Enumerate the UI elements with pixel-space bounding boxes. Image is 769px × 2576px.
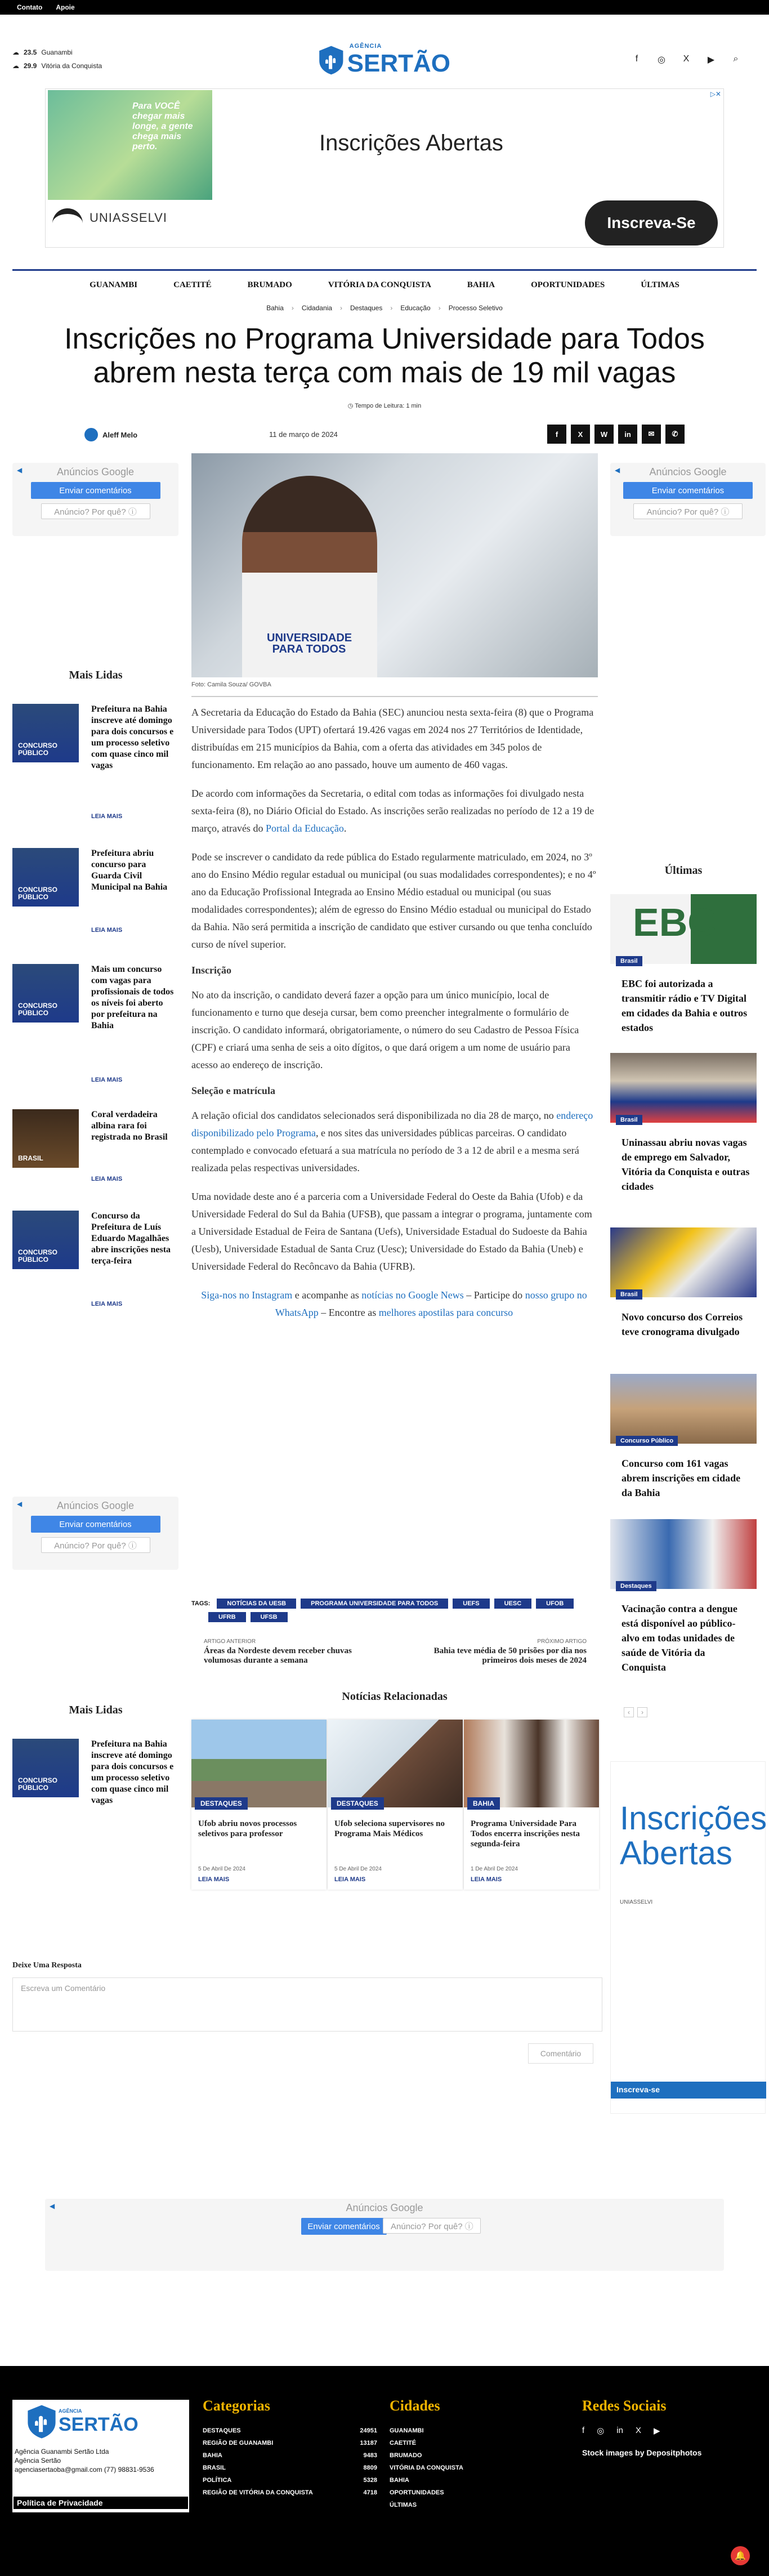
facebook-icon[interactable]: f — [635, 54, 638, 64]
prev-page-icon[interactable]: ‹ — [624, 1707, 634, 1717]
author-bar — [84, 423, 685, 446]
next-label: PRÓXIMO ARTIGO — [537, 1639, 587, 1645]
nav-oportunidades[interactable]: OPORTUNIDADES — [531, 280, 605, 289]
tag[interactable]: NOTÍCIAS DA UESB — [217, 1599, 296, 1609]
latest-badge[interactable]: Brasil — [616, 956, 642, 966]
nav-brumado[interactable]: BRUMADO — [247, 280, 292, 289]
main-nav — [12, 269, 757, 300]
latest-item[interactable] — [610, 894, 757, 1046]
most-read-item[interactable] — [12, 1211, 179, 1312]
ad-close-icon[interactable]: ▷✕ — [710, 90, 721, 98]
footer — [0, 2366, 769, 2576]
ad-arrow-icon[interactable]: ◀ — [17, 1500, 23, 1508]
crumb-educacao[interactable]: Educação — [400, 304, 431, 312]
categories-title: Categorias — [203, 2398, 270, 2414]
ad-arrow-icon[interactable]: ◀ — [615, 466, 620, 474]
latest-title-text[interactable]: Uninassau abriu novas vagas de emprego em Salvador, Vitória da Conquista e outras cidades — [622, 1137, 750, 1192]
most-read-item[interactable] — [12, 964, 179, 1088]
most-read-item[interactable] — [12, 1739, 179, 1818]
related-image — [464, 1720, 599, 1807]
google-ad-left — [12, 463, 178, 536]
crumb-processo[interactable]: Processo Seletivo — [448, 304, 503, 312]
share-linkedin-icon[interactable]: in — [618, 425, 637, 444]
related-card[interactable] — [464, 1720, 599, 1890]
crumb-cidadania[interactable]: Cidadania — [301, 304, 332, 312]
footer-logo[interactable]: AGÊNCIA SERTÃO — [27, 2404, 138, 2439]
latest-item[interactable] — [610, 1519, 757, 1705]
comment-submit-button[interactable]: Comentário — [528, 2043, 593, 2064]
site-logo[interactable] — [319, 35, 450, 86]
whatsapp-link[interactable]: nosso grupo no WhatsApp — [275, 1289, 587, 1318]
category-row[interactable]: REGIÃO DE GUANAMBI 13187 — [203, 2440, 377, 2446]
google-news-link[interactable]: notícias no Google News — [361, 1289, 464, 1301]
cities-title: Cidades — [390, 2398, 440, 2414]
linkedin-icon[interactable]: in — [616, 2426, 623, 2435]
contato-link[interactable]: Contato — [17, 3, 43, 11]
instagram-link[interactable]: Siga-nos no Instagram — [201, 1289, 293, 1301]
related-badge[interactable]: DESTAQUES — [195, 1797, 248, 1810]
google-ad-right — [610, 463, 766, 536]
related-title: Notícias Relacionadas — [342, 1690, 448, 1703]
ad-why-button[interactable]: Anúncio? Por quê? ⓘ — [633, 503, 743, 519]
youtube-icon[interactable]: ▶ — [653, 2426, 660, 2436]
latest-image — [610, 1374, 757, 1444]
tags — [191, 1599, 598, 1622]
latest-badge[interactable]: Brasil — [616, 1115, 642, 1125]
latest-item[interactable] — [610, 1374, 757, 1509]
social-title: Redes Sociais — [582, 2398, 667, 2414]
paragraph: No ato da inscrição, o candidato deverá fazer a opção para um único município, local de funcionamento e turno que deseja cursar, bem como preencher integralmente o formulário de inscrição. O candidato informará, obrigatoriamente, o número do seu Cadastro de Pessoa Física (CPF) e criará uma senha de seis a oito dígitos, o que dará origem a um nome de usuário para acesso ao endereço de inscrição. — [191, 989, 579, 1070]
most-read-item[interactable] — [12, 1109, 179, 1188]
latest-item[interactable] — [610, 1227, 757, 1363]
tag[interactable]: UFOB — [536, 1599, 574, 1609]
tag[interactable]: PROGRAMA UNIVERSIDADE PARA TODOS — [301, 1599, 448, 1609]
related-title-text[interactable]: Programa Universidade Para Todos encerra inscrições nesta segunda-feira — [471, 1819, 580, 1849]
latest-image — [610, 1053, 757, 1123]
ad-right-cta[interactable]: Inscreva-se — [611, 2082, 766, 2099]
nav-caetite[interactable]: CAETITÉ — [173, 280, 212, 289]
read-more-link[interactable]: LEIA MAIS — [334, 1876, 366, 1883]
prev-next-nav — [204, 1639, 587, 1670]
ad-headline: Inscrições Abertas — [319, 131, 503, 155]
ad-why-button[interactable]: Anúncio? Por quê? ⓘ — [383, 2218, 481, 2234]
ad-feedback-button[interactable]: Enviar comentários — [31, 1516, 160, 1533]
comment-input[interactable]: Escreva um Comentário — [12, 1977, 602, 2032]
city-link[interactable]: CAETITÉ — [390, 2440, 417, 2446]
latest-title-text[interactable]: Concurso com 161 vagas abrem inscrições em cidade da Bahia — [622, 1458, 741, 1498]
ad-label: Anúncios Google — [56, 1500, 135, 1511]
uniasselvi-logo-icon — [52, 208, 83, 231]
footer-cities — [390, 2398, 564, 2511]
latest-image — [610, 1519, 757, 1589]
ad-right-brand: UNIASSELVI — [620, 1899, 653, 1905]
notification-bell-icon[interactable]: 🔔 — [731, 2546, 750, 2565]
read-more-link[interactable]: LEIA MAIS — [91, 927, 123, 934]
breadcrumb: Bahia › Cidadania › Destaques › Educação › Processo Seletivo — [0, 304, 769, 315]
next-article-link[interactable]: Bahia teve média de 50 prisões por dia nos primeiros dois meses de 2024 — [433, 1646, 587, 1665]
latest-item[interactable] — [610, 1053, 757, 1222]
ad-photo — [48, 90, 212, 200]
search-icon[interactable]: ⌕ — [733, 54, 739, 64]
share-whatsapp-icon[interactable]: W — [594, 425, 614, 444]
related-badge[interactable]: BAHIA — [467, 1797, 500, 1810]
tags-label: TAGS: — [191, 1600, 211, 1607]
ad-right-banner[interactable] — [610, 1761, 766, 2114]
most-read-title-text[interactable]: Coral verdadeira albina rara foi registrada no Brasil — [91, 1110, 168, 1142]
google-ad-left-2 — [12, 1497, 178, 1570]
related-image — [328, 1720, 463, 1807]
publish-date: 11 de março de 2024 — [269, 430, 338, 439]
most-read-title-text[interactable]: Concurso da Prefeitura de Luís Eduardo Magalhães abre inscrições nesta terça-feira — [91, 1211, 171, 1266]
latest-pager — [624, 1707, 647, 1717]
paragraph: Uma novidade deste ano é a parceria com a Universidade Federal do Oeste da Bahia (Ufob) e da Universidade Federal do Sul da Bahia (UFSB), que passam a integrar o programa, juntamente com a Universidade Estadual de Feira de Santana (Uefs), Universidade Estadual do Sudoeste da Bahia (Uesb), Universidade Estadual de Santa Cruz (Uesc); Universidade do Estado da Bahia (Uneb) e Universidade Federal do Recôncavo da Bahia (UFRB). — [191, 1191, 592, 1272]
nav-vitoria[interactable]: VITÓRIA DA CONQUISTA — [328, 280, 431, 289]
latest-image: EBC — [610, 894, 757, 964]
most-read-item[interactable] — [12, 848, 179, 938]
ad-feedback-button[interactable]: Enviar comentários — [31, 482, 160, 499]
ad-arrow-icon[interactable]: ◀ — [50, 2202, 55, 2210]
related-card[interactable] — [328, 1720, 463, 1890]
ad-brand: UNIASSELVI — [90, 211, 167, 225]
cloud-icon: ☁ — [12, 48, 19, 56]
image-caption: Foto: Camila Souza/ GOVBA — [191, 681, 271, 688]
nav-ultimas[interactable]: ÚLTIMAS — [641, 280, 679, 289]
paragraph: A Secretaria da Educação do Estado da Bahia (SEC) anunciou nesta sexta-feira (8) que o Programa Universidade para Todos (UPT) ofertará 19.426 vagas em 2024 nos 27 Territórios de Identidade, distribuídas em 215 municípios da Bahia, com a oferta das atividades em 345 polos de funcionamento. Em relação ao ano passado, houve um aumento de 460 vagas. — [191, 707, 594, 770]
paragraph: Pode se inscrever o candidato da rede pública do Estado regularmente matriculado, em 2024, no 3º ano do Ensino Médio regular estadual ou municipal (ou suas modalidades correspondentes); e no 4º ano da Educação Profissional Integrada ao Ensino Médio estadual ou municipal (ou suas modalidades correspondentes); além de egresso do Ensino Médio estadual ou municipal do Estado da Bahia. Não será permitida a inscrição de candidato que estiver cursando ou que tenha concluído curso de nível superior. — [191, 851, 596, 950]
nav-guanambi[interactable]: GUANAMBI — [90, 280, 138, 289]
tag[interactable]: UFRB — [208, 1612, 246, 1622]
latest-title-text[interactable]: Vacinação contra a dengue está disponível ao público-alvo em todas unidades de saúde de Vitória da Conquista — [622, 1603, 737, 1673]
footer-company-info: Agência Guanambi Sertão Ltda Agência Sertão agenciasertaoba@gmail.com (77) 98831-9536 — [15, 2448, 154, 2474]
related-title-text[interactable]: Ufob seleciona supervisores no Programa Mais Médicos — [334, 1819, 445, 1838]
related-image — [191, 1720, 327, 1807]
clock-icon: ◷ — [347, 403, 355, 409]
related-date: 5 De Abril De 2024 — [198, 1866, 245, 1872]
most-read-thumb: CONCURSO PÚBLICO — [12, 848, 79, 907]
latest-badge[interactable]: Destaques — [616, 1581, 656, 1591]
next-page-icon[interactable]: › — [637, 1707, 647, 1717]
footer-logo-box — [12, 2400, 189, 2512]
category-row[interactable]: REGIÃO DE VITÓRIA DA CONQUISTA 4718 — [203, 2489, 377, 2496]
share-email-icon[interactable]: ✉ — [642, 425, 661, 444]
tag[interactable]: UESC — [494, 1599, 532, 1609]
most-read-item[interactable] — [12, 704, 179, 820]
ad-feedback-button[interactable]: Enviar comentários — [623, 482, 753, 499]
facebook-icon[interactable]: f — [582, 2426, 585, 2435]
most-read-thumb: CONCURSO PÚBLICO — [12, 1739, 79, 1797]
city-link[interactable]: GUANAMBI — [390, 2427, 424, 2434]
article-body — [191, 704, 597, 1333]
apostilas-link[interactable]: melhores apostilas para concurso — [378, 1307, 513, 1318]
related-badge[interactable]: DESTAQUES — [331, 1797, 384, 1810]
cloud-icon: ☁ — [12, 62, 19, 70]
x-icon[interactable]: X — [635, 2426, 641, 2435]
read-time: ◷ Tempo de Leitura: 1 min — [347, 403, 422, 409]
latest-title: Últimas — [664, 864, 703, 877]
category-row[interactable]: POLÍTICA 5328 — [203, 2477, 377, 2484]
ad-arrow-icon[interactable]: ◀ — [17, 466, 23, 474]
share-telegram-icon[interactable]: ✆ — [665, 425, 685, 444]
city-link[interactable]: BRUMADO — [390, 2452, 422, 2459]
shirt-text: UNIVERSIDADE PARA TODOS — [267, 632, 352, 655]
related-date: 5 De Abril De 2024 — [334, 1866, 382, 1872]
related-date: 1 De Abril De 2024 — [471, 1866, 518, 1872]
city-link[interactable]: VITÓRIA DA CONQUISTA — [390, 2465, 463, 2471]
apoie-link[interactable]: Apoie — [56, 3, 75, 11]
privacy-policy-link[interactable]: Política de Privacidade — [12, 2495, 189, 2510]
header-social — [632, 54, 741, 65]
most-read-title-text[interactable]: Mais um concurso com vagas para profissionais de todos os níveis foi aberto por prefeitura na Bahia — [91, 965, 174, 1030]
most-read-thumb: CONCURSO PÚBLICO — [12, 964, 79, 1023]
related-title-text[interactable]: Ufob abriu novos processos seletivos para professor — [198, 1819, 297, 1838]
city-link[interactable]: BAHIA — [390, 2477, 409, 2484]
ad-right-headline: Inscrições Abertas — [620, 1800, 767, 1872]
most-read-title-text[interactable]: Prefeitura na Bahia inscreve até domingo para dois concursos e um processo seletivo com quase cinco mil vagas — [91, 1739, 174, 1805]
ad-cta-button[interactable]: Inscreva-Se — [585, 200, 718, 245]
comment-title: Deixe Uma Resposta — [12, 1961, 82, 1970]
shield-logo-icon — [27, 2404, 56, 2439]
related-card[interactable] — [191, 1720, 327, 1890]
most-read-title-text[interactable]: Prefeitura na Bahia inscreve até domingo para dois concursos e um processo seletivo com quase cinco mil vagas — [91, 704, 174, 770]
latest-title-text[interactable]: Novo concurso dos Correios teve cronograma divulgado — [622, 1311, 743, 1337]
read-more-link[interactable]: LEIA MAIS — [198, 1876, 230, 1883]
read-more-link[interactable]: LEIA MAIS — [91, 1176, 123, 1182]
ad-why-button[interactable]: Anúncio? Por quê? ⓘ — [41, 503, 150, 519]
ad-label: Anúncios Google — [649, 466, 727, 477]
ad-banner[interactable] — [45, 88, 724, 248]
avatar — [84, 428, 98, 441]
subheading-selecao: Seleção e matrícula — [191, 1085, 275, 1096]
follow-paragraph: Siga-nos no Instagram e acompanhe as notícias no Google News – Participe do nosso grupo no WhatsApp – Encontre as melhores apostilas para concurso — [201, 1289, 587, 1318]
crumb-bahia[interactable]: Bahia — [266, 304, 284, 312]
most-read-title-text[interactable]: Prefeitura abriu concurso para Guarda Civil Municipal na Bahia — [91, 849, 168, 892]
logo-small-text: AGÊNCIA — [349, 43, 382, 50]
instagram-icon[interactable]: ◎ — [658, 55, 665, 65]
ad-feedback-button[interactable]: Enviar comentários — [301, 2218, 387, 2235]
category-row[interactable]: BAHIA 9483 — [203, 2452, 377, 2459]
programa-link[interactable]: endereço disponibilizado pelo Programa — [191, 1110, 593, 1139]
city-link[interactable]: ÚLTIMAS — [390, 2502, 417, 2508]
footer-social — [582, 2398, 701, 2457]
author[interactable]: Aleff Melo — [84, 428, 137, 441]
latest-image — [610, 1227, 757, 1297]
youtube-icon[interactable]: ▶ — [707, 55, 715, 65]
latest-badge[interactable]: Concurso Público — [616, 1436, 678, 1446]
tag[interactable]: UFSB — [251, 1612, 288, 1622]
header — [0, 15, 769, 82]
city-link[interactable]: OPORTUNIDADES — [390, 2489, 444, 2496]
logo-big-text: SERTÃO — [347, 50, 450, 77]
ad-label: Anúncios Google — [346, 2202, 423, 2213]
weather-guanambi: ☁ 23.5 Guanambi — [12, 48, 73, 56]
most-read-thumb: CONCURSO PÚBLICO — [12, 704, 79, 762]
shield-logo-icon — [319, 35, 344, 85]
ad-photo-text: Para VOCÊ chegar mais longe, a gente chega mais perto. — [132, 101, 193, 151]
portal-link[interactable]: Portal da Educação — [265, 823, 344, 834]
read-more-link[interactable]: LEIA MAIS — [91, 813, 123, 820]
caption-divider — [191, 696, 598, 697]
nav-bahia[interactable]: BAHIA — [467, 280, 495, 289]
footer-categories — [203, 2398, 377, 2499]
ad-why-button[interactable]: Anúncio? Por quê? ⓘ — [41, 1537, 150, 1553]
share-facebook-icon[interactable]: f — [547, 425, 566, 444]
article-hero-image — [191, 453, 598, 677]
paragraph: A relação oficial dos candidatos selecionados será disponibilizada no dia 28 de março, no endereço disponibilizado pelo Programa, e nos sites das universidades públicas parceiras. O candidato contemplado e convocado efetuará a sua matrícula no período de 3 a 12 de abril e a mesma será realizada pelas respectivas universidades. — [191, 1110, 593, 1173]
stock-credit: Stock images by Depositphotos — [582, 2448, 702, 2457]
instagram-icon[interactable]: ◎ — [597, 2426, 605, 2436]
weather-vitoria: ☁ 29.9 Vitória da Conquista — [12, 62, 102, 70]
paragraph: De acordo com informações da Secretaria, o edital com todas as informações foi divulgado nesta sexta-feira (8), no Diário Oficial do Estado. As inscrições serão realizadas no período de 12 a 19 de março, através do Portal da Educação. — [191, 788, 594, 834]
category-row[interactable]: BRASIL 8809 — [203, 2465, 377, 2471]
most-read-thumb: BRASIL — [12, 1109, 79, 1168]
google-ad-bottom — [45, 2199, 724, 2271]
prev-label: ARTIGO ANTERIOR — [204, 1639, 256, 1645]
crumb-destaques[interactable]: Destaques — [350, 304, 383, 312]
read-more-link[interactable]: LEIA MAIS — [91, 1077, 123, 1083]
share-buttons — [547, 425, 685, 444]
read-more-link[interactable]: LEIA MAIS — [91, 1301, 123, 1307]
top-bar — [0, 0, 769, 15]
most-read-thumb: CONCURSO PÚBLICO — [12, 1211, 79, 1269]
tag[interactable]: UEFS — [453, 1599, 489, 1609]
category-row[interactable]: DESTAQUES 24951 — [203, 2427, 377, 2434]
read-more-link[interactable]: LEIA MAIS — [471, 1876, 502, 1883]
prev-article-link[interactable]: Áreas da Nordeste devem receber chuvas volumosas durante a semana — [204, 1646, 352, 1665]
x-icon[interactable]: X — [683, 54, 690, 64]
most-read-title-2: Mais Lidas — [69, 1704, 123, 1716]
article-title: Inscrições no Programa Universidade para Todos abrem nesta terça com mais de 19 mil vagas — [64, 323, 705, 389]
share-x-icon[interactable]: X — [571, 425, 590, 444]
most-read-title: Mais Lidas — [69, 669, 123, 681]
ad-label: Anúncios Google — [56, 466, 135, 477]
latest-title-text[interactable]: EBC foi autorizada a transmitir rádio e TV Digital em cidades da Bahia e outros estados — [622, 978, 748, 1033]
latest-badge[interactable]: Brasil — [616, 1289, 642, 1300]
subheading-inscricao: Inscrição — [191, 965, 231, 976]
